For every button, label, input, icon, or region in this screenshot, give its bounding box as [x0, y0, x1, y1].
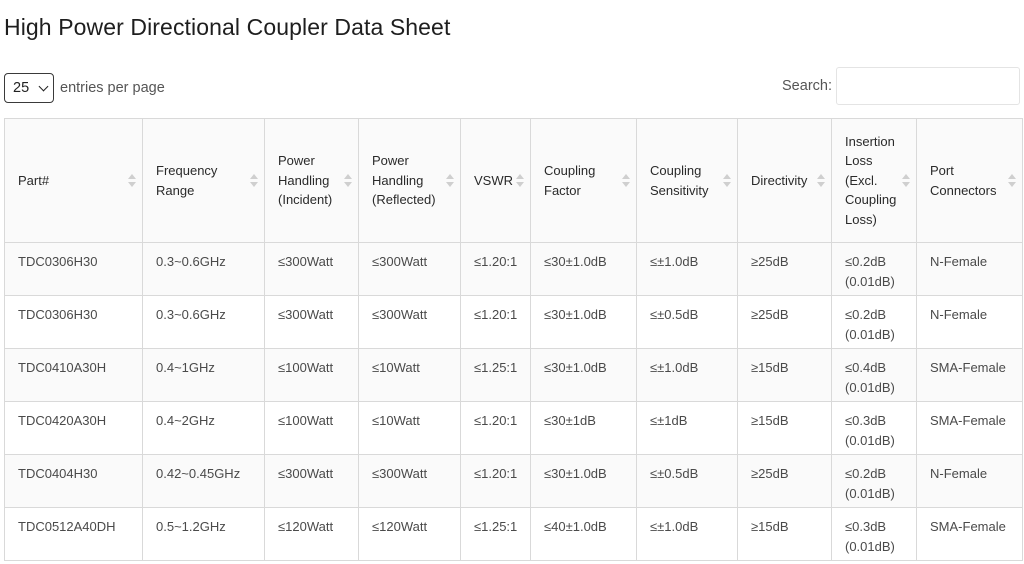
table-cell: ≤10Watt — [359, 402, 461, 455]
column-header[interactable] — [359, 119, 461, 243]
table-cell: 0.3~0.6GHz — [143, 243, 265, 296]
data-table — [4, 118, 1023, 561]
table-row — [5, 243, 1023, 296]
table-cell: ≤30±1.0dB — [531, 243, 637, 296]
sort-arrows-icon[interactable] — [723, 172, 731, 190]
sort-arrows-icon[interactable] — [817, 172, 825, 190]
column-header-label: VSWR — [474, 172, 513, 188]
column-header[interactable] — [461, 119, 531, 243]
chevron-down-icon — [39, 81, 49, 91]
table-cell: TDC0306H30 — [5, 296, 143, 349]
table-cell: ≤0.2dB (0.01dB) — [832, 243, 917, 296]
page-length-select[interactable] — [4, 73, 54, 103]
table-cell: TDC0512A40DH — [5, 508, 143, 561]
table-cell: TDC0410A30H — [5, 349, 143, 402]
table-cell: 0.4~1GHz — [143, 349, 265, 402]
column-header[interactable] — [832, 119, 917, 243]
table-cell: SMA-Female — [917, 349, 1023, 402]
table-row — [5, 349, 1023, 402]
table-cell: ≤10Watt — [359, 349, 461, 402]
table-cell: ≤±0.5dB — [637, 296, 738, 349]
table-cell: ≤±1.0dB — [637, 349, 738, 402]
page-title: High Power Directional Coupler Data Sheet — [4, 14, 451, 40]
table-cell: ≥15dB — [738, 402, 832, 455]
table-cell: ≥25dB — [738, 243, 832, 296]
table-cell: ≤30±1.0dB — [531, 296, 637, 349]
column-header[interactable] — [738, 119, 832, 243]
page-length-value: 25 — [13, 80, 30, 96]
column-header-label: Port Connectors — [930, 163, 997, 198]
table-header-row — [5, 119, 1023, 243]
table-cell: ≤±0.5dB — [637, 455, 738, 508]
table-cell: ≤0.4dB (0.01dB) — [832, 349, 917, 402]
table-cell: ≤1.25:1 — [461, 349, 531, 402]
search-input[interactable] — [836, 67, 1020, 105]
table-cell: ≤300Watt — [359, 455, 461, 508]
table-cell: ≤±1.0dB — [637, 243, 738, 296]
sort-arrows-icon[interactable] — [250, 172, 258, 190]
table-cell: TDC0306H30 — [5, 243, 143, 296]
table-cell: ≤1.25:1 — [461, 508, 531, 561]
table-cell: ≤100Watt — [265, 349, 359, 402]
table-row — [5, 508, 1023, 561]
table-cell: ≤300Watt — [359, 243, 461, 296]
table-cell: ≤0.2dB (0.01dB) — [832, 455, 917, 508]
sort-arrows-icon[interactable] — [344, 172, 352, 190]
table-row — [5, 402, 1023, 455]
table-cell: ≤300Watt — [265, 455, 359, 508]
table-cell: ≤±1dB — [637, 402, 738, 455]
page-length-control — [4, 73, 165, 103]
table-cell: ≤300Watt — [265, 296, 359, 349]
column-header-label: Frequency Range — [156, 163, 218, 198]
sort-arrows-icon[interactable] — [516, 172, 524, 190]
table-cell: ≤±1.0dB — [637, 508, 738, 561]
table-cell: ≤300Watt — [265, 243, 359, 296]
column-header-label: Coupling Sensitivity — [650, 163, 709, 198]
column-header[interactable] — [531, 119, 637, 243]
table-cell: 0.3~0.6GHz — [143, 296, 265, 349]
table-cell: ≤0.3dB (0.01dB) — [832, 402, 917, 455]
column-header[interactable] — [637, 119, 738, 243]
table-cell: ≥15dB — [738, 349, 832, 402]
table-cell: SMA-Female — [917, 402, 1023, 455]
table-cell: ≤1.20:1 — [461, 296, 531, 349]
column-header[interactable] — [5, 119, 143, 243]
table-cell: 0.42~0.45GHz — [143, 455, 265, 508]
table-cell: ≤1.20:1 — [461, 402, 531, 455]
table-cell: TDC0420A30H — [5, 402, 143, 455]
table-cell: ≤120Watt — [265, 508, 359, 561]
table-cell: ≤100Watt — [265, 402, 359, 455]
table-cell: ≤1.20:1 — [461, 243, 531, 296]
table-cell: SMA-Female — [917, 508, 1023, 561]
sort-arrows-icon[interactable] — [1008, 172, 1016, 190]
table-cell: ≤1.20:1 — [461, 455, 531, 508]
table-cell: ≤30±1.0dB — [531, 349, 637, 402]
entries-per-page-label: entries per page — [60, 80, 165, 96]
column-header-label: Power Handling (Incident) — [278, 153, 333, 208]
table-cell: N-Female — [917, 243, 1023, 296]
table-cell: 0.4~2GHz — [143, 402, 265, 455]
search-label: Search: — [782, 78, 832, 94]
table-cell: N-Female — [917, 296, 1023, 349]
table-row — [5, 296, 1023, 349]
table-cell: ≥25dB — [738, 455, 832, 508]
sort-arrows-icon[interactable] — [128, 172, 136, 190]
column-header-label: Directivity — [751, 172, 808, 188]
table-body — [5, 243, 1023, 561]
column-header-label: Part# — [18, 172, 50, 188]
table-cell: ≤300Watt — [359, 296, 461, 349]
column-header-label: Insertion Loss (Excl. Coupling Loss) — [845, 133, 897, 227]
table-cell: ≤120Watt — [359, 508, 461, 561]
table-cell: N-Female — [917, 455, 1023, 508]
table-cell: ≥25dB — [738, 296, 832, 349]
search-control — [782, 67, 1020, 105]
table-cell: ≥15dB — [738, 508, 832, 561]
sort-arrows-icon[interactable] — [902, 172, 910, 190]
table-cell: ≤30±1.0dB — [531, 455, 637, 508]
sort-arrows-icon[interactable] — [622, 172, 630, 190]
table-cell: ≤0.3dB (0.01dB) — [832, 508, 917, 561]
column-header[interactable] — [917, 119, 1023, 243]
column-header[interactable] — [143, 119, 265, 243]
table-controls — [4, 70, 1020, 106]
table-cell: ≤0.2dB (0.01dB) — [832, 296, 917, 349]
table-cell: 0.5~1.2GHz — [143, 508, 265, 561]
table-row — [5, 455, 1023, 508]
table-cell: ≤40±1.0dB — [531, 508, 637, 561]
sort-arrows-icon[interactable] — [446, 172, 454, 190]
column-header-label: Power Handling (Reflected) — [372, 153, 436, 208]
column-header[interactable] — [265, 119, 359, 243]
table-cell: TDC0404H30 — [5, 455, 143, 508]
table-cell: ≤30±1dB — [531, 402, 637, 455]
column-header-label: Coupling Factor — [544, 163, 596, 198]
